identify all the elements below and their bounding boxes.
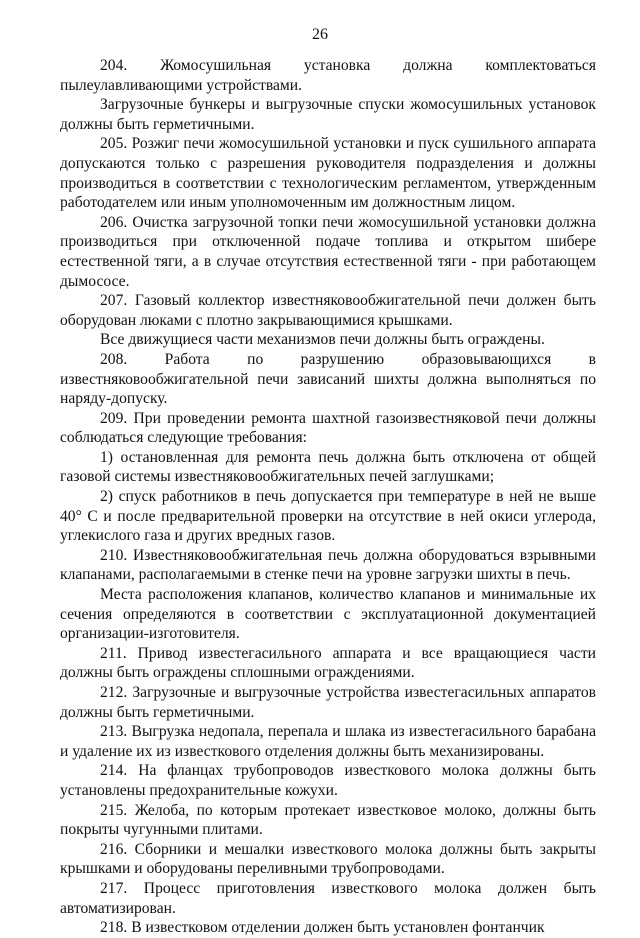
paragraph-207-moving-parts: Все движущиеся части механизмов печи должны быть ограждены. <box>100 331 545 349</box>
paragraph-207: 207. Газовый коллектор известняковообжигательной печи должен быть оборудован люками с плотно закрывающимися крышками. <box>60 292 596 329</box>
paragraph-213: 213. Выгрузка недопала, перепала и шлака из известегасильного барабана и удаление их из известкового отделения должны быть механизированы. <box>60 723 596 760</box>
document-body <box>60 56 596 938</box>
paragraph-208: 208. Работа по разрушению образовывающихся в известняковообжигательной печи зависаний шихты должна выполняться по наряду-допуску. <box>60 350 596 408</box>
paragraph-214: 214. На фланцах трубопроводов известкового молока должны быть установлены предохранительные кожухи. <box>60 762 596 799</box>
paragraph-209: 209. При проведении ремонта шахтной газоизвестняковой печи должны соблюдаться следующие требования: <box>60 409 596 447</box>
paragraph-209-item-2: 2) спуск работников в печь допускается при температуре в ней не выше 40° С и после предварительной проверки на отсутствие в ней окиси углерода, углекислого газа и других вредных газов. <box>60 488 596 545</box>
paragraph-218: 218. В известковом отделении должен быть установлен фонтанчик <box>100 919 545 937</box>
paragraph-217: 217. Процесс приготовления известкового молока должен быть автоматизирован. <box>60 879 596 917</box>
paragraph-211: 211. Привод известегасильного аппарата и все вращающиеся части должны быть ограждены сплошными ограждениями. <box>60 644 596 682</box>
paragraph-210: 210. Известняковообжигательная печь должна оборудоваться взрывными клапанами, располагаемыми в стенке печи на уровне загрузки шихты в печь. <box>60 546 596 584</box>
paragraph-205: 205. Розжиг печи жомосушильной установки и пуск сушильного аппарата допускаются только с разрешения руководителя подразделения и должны производиться в соответствии с технологическим регламентом, утвержденным работодателем или иным уполномоченным им должностным лицом. <box>60 135 596 212</box>
paragraph-215: 215. Желоба, по которым протекает известковое молоко, должны быть покрыты чугунными плитами. <box>60 801 596 839</box>
paragraph-209-item-1: 1) остановленная для ремонта печь должна быть отключена от общей газовой системы известняковообжигательных печей заглушками; <box>60 448 596 486</box>
paragraph-216: 216. Сборники и мешалки известкового молока должны быть закрыты крышками и оборудованы переливными трубопроводами. <box>60 840 596 878</box>
paragraph-206: 206. Очистка загрузочной топки печи жомосушильной установки должна производиться при отключенной подаче топлива и открытом шибере естественной тяги, а в случае отсутствия естественной тяги - при работающем дымососе. <box>60 213 596 290</box>
paragraph-212: 212. Загрузочные и выгрузочные устройства известегасильных аппаратов должны быть герметичными. <box>60 684 596 721</box>
page-number: 26 <box>312 26 328 43</box>
paragraph-204: 204. Жомосушильная установка должна комплектоваться пылеулавливающими устройствами. <box>60 57 596 94</box>
paragraph-204-bunkers: Загрузочные бункеры и выгрузочные спуски жомосушильных установок должны быть герметичными. <box>60 96 596 133</box>
paragraph-210-valves: Места расположения клапанов, количество клапанов и минимальные их сечения определяются в соответствии с эксплуатационной документацией организации-изготовителя. <box>60 586 596 643</box>
